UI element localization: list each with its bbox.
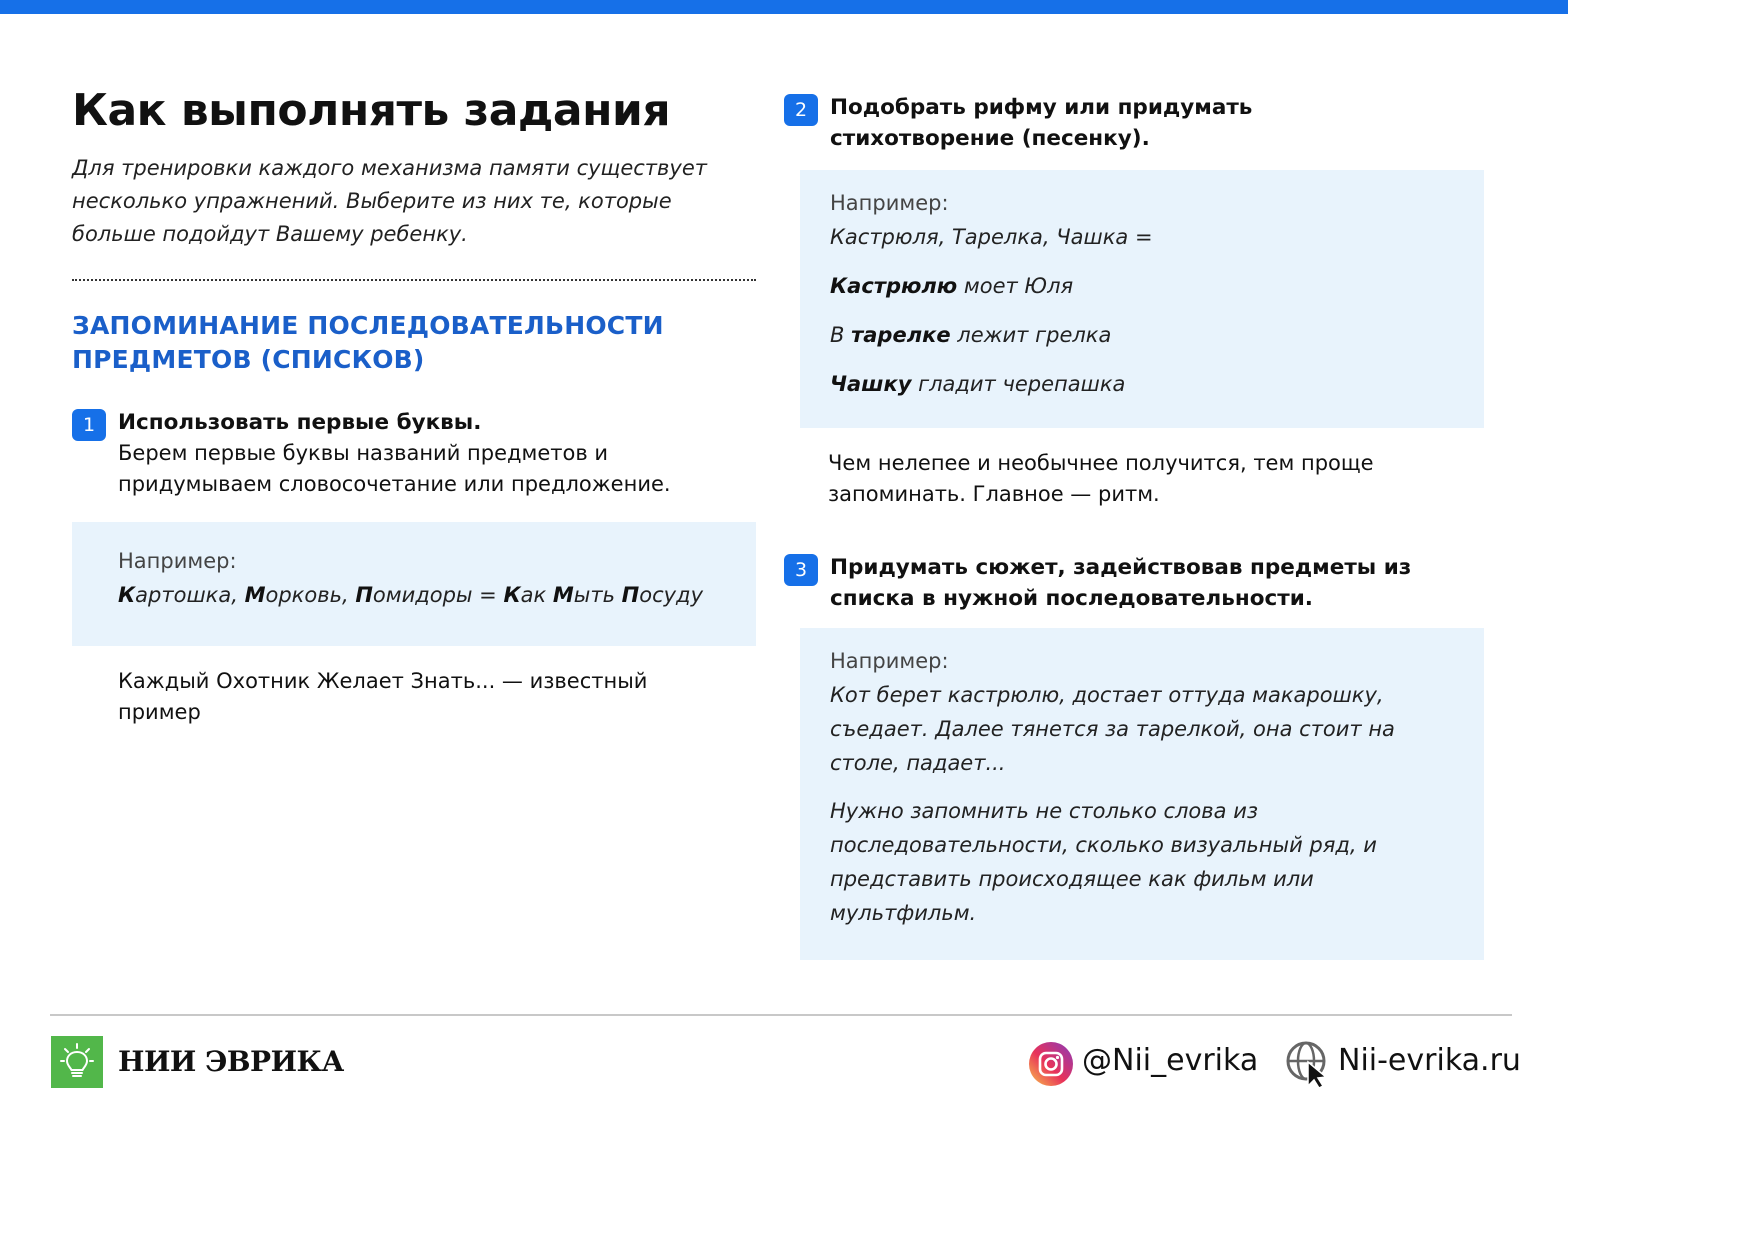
example-label: Например: [830,191,949,215]
lightbulb-icon [51,1036,103,1088]
top-accent-bar [0,0,1568,14]
step-description: Берем первые буквы названий предметов и придумываем словосочетание или предложение. [118,441,671,496]
page-title: Как выполнять задания [72,85,671,136]
rhyme-line: В тарелке лежит грелка [830,323,1112,347]
step-1 [72,407,756,500]
step-number-badge: 3 [784,554,818,586]
rhyme-line: Кастрюлю моет Юля [830,274,1074,298]
example-box [800,628,1484,960]
section-title [72,309,756,377]
step-number-badge: 1 [72,409,106,441]
intro-text: Для тренировки каждого механизма памяти существует несколько упражнений. Выберите из них те, которые больше подойдут Вашему ребенку. [72,156,707,246]
example-box [72,522,756,646]
example-intro: Кастрюля, Тарелка, Чашка = [830,225,1153,249]
step-number-badge: 2 [784,94,818,126]
step-title: Придумать сюжет, задействовав предметы из списка в нужной последовательности. [830,555,1412,611]
section-title-line2: ПРЕДМЕТОВ (СПИСКОВ) [72,345,425,374]
story-paragraph: Нужно запомнить не столько слова из последовательности, сколько визуальный ряд, и представить происходящее как фильм или мультфильм. [830,799,1377,925]
step-2-note: Чем нелепее и необычнее получится, тем проще запоминать. Главное — ритм. [828,451,1374,506]
right-column [784,92,1484,960]
left-column [72,84,756,728]
cursor-globe-icon[interactable] [1284,1040,1330,1088]
story-paragraph: Кот берет кастрюлю, достает оттуда макарошку, съедает. Далее тянется за тарелкой, она стоит на столе, падает... [830,683,1395,775]
footer-divider [50,1014,1512,1016]
step-2 [784,92,1484,154]
example-text: Картошка, Морковь, Помидоры = Как Мыть Посуду [118,583,704,607]
rhyme-line: Чашку гладит черепашка [830,372,1126,396]
step-3 [784,552,1484,614]
example-box [800,170,1484,428]
example-label: Например: [830,649,949,673]
step-title: Подобрать рифму или придумать стихотворение (песенку). [830,95,1253,151]
instagram-icon[interactable] [1028,1041,1074,1087]
dotted-divider [72,279,756,281]
step-title: Использовать первые буквы. [118,410,482,435]
step-1-note: Каждый Охотник Желает Знать... — известный пример [118,669,648,724]
brand-name: НИИ ЭВРИКА [118,1045,344,1078]
website-link[interactable]: Nii-evrika.ru [1338,1043,1521,1078]
instagram-handle[interactable]: @Nii_evrika [1082,1043,1259,1078]
example-label: Например: [118,549,237,573]
section-title-line1: ЗАПОМИНАНИЕ ПОСЛЕДОВАТЕЛЬНОСТИ [72,311,664,340]
